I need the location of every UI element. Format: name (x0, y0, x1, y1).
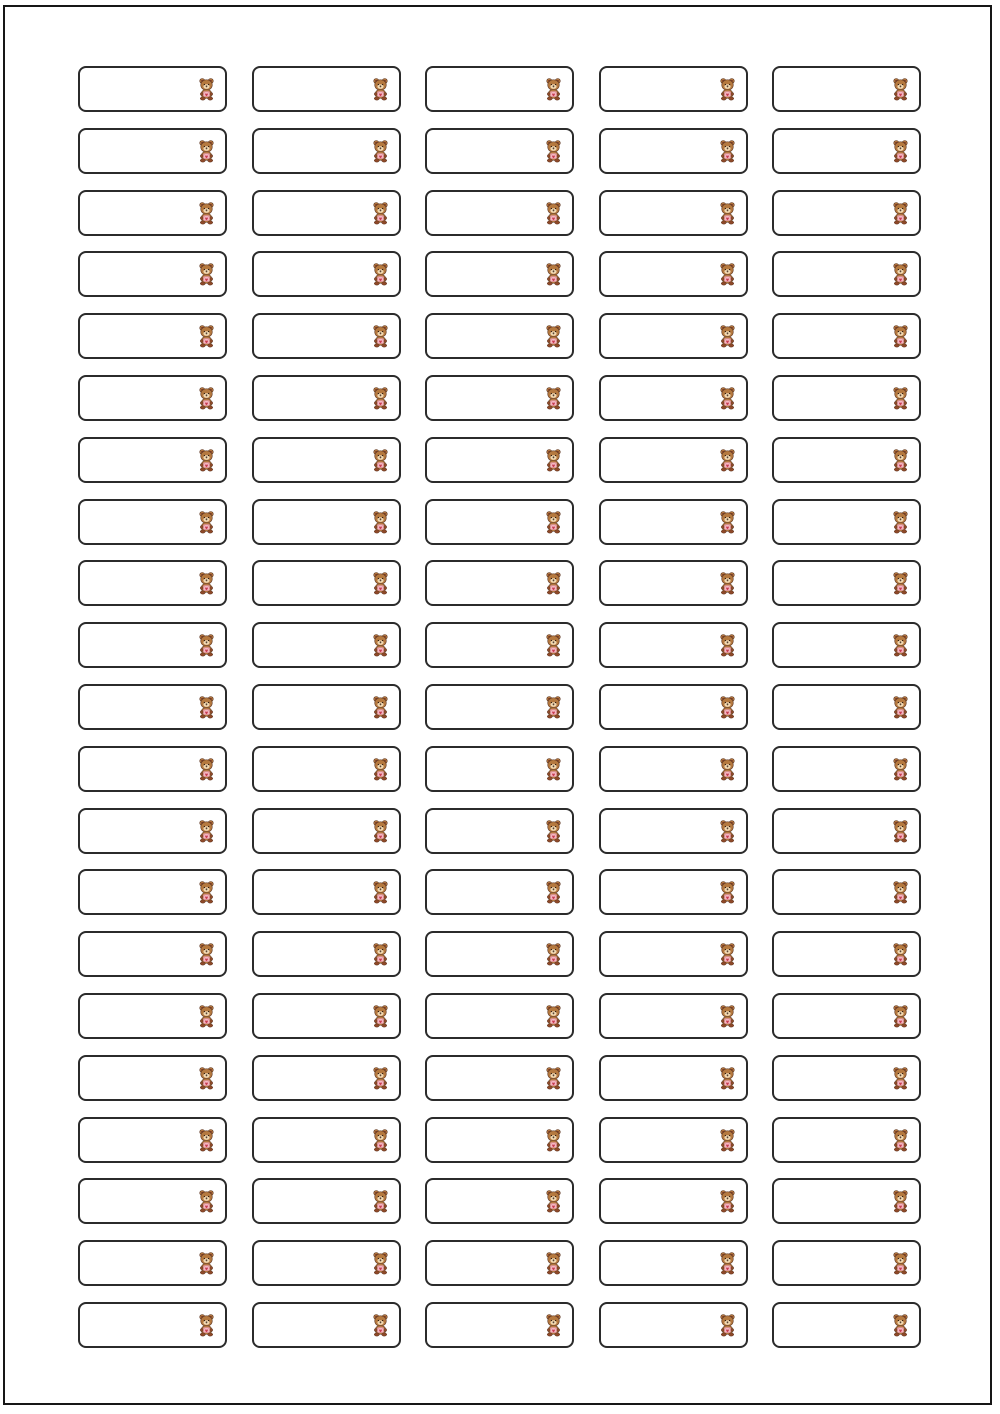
teddy-bear-icon (892, 386, 909, 409)
teddy-bear-icon (198, 78, 215, 101)
teddy-bear-icon (719, 881, 736, 904)
teddy-bear-icon (198, 139, 215, 162)
teddy-bear-icon (545, 881, 562, 904)
teddy-bear-icon (892, 1313, 909, 1336)
blank-address-label (599, 622, 748, 668)
blank-address-label (252, 1178, 401, 1224)
teddy-bear-icon (372, 1252, 389, 1275)
blank-address-label (599, 1240, 748, 1286)
teddy-bear-icon (198, 695, 215, 718)
teddy-bear-icon (198, 1066, 215, 1089)
blank-address-label (599, 808, 748, 854)
blank-address-label (772, 66, 921, 112)
blank-address-label (252, 251, 401, 297)
blank-address-label (252, 622, 401, 668)
blank-address-label (78, 251, 227, 297)
teddy-bear-icon (892, 448, 909, 471)
teddy-bear-icon (372, 634, 389, 657)
blank-address-label (425, 684, 574, 730)
blank-address-label (772, 437, 921, 483)
teddy-bear-icon (545, 1252, 562, 1275)
teddy-bear-icon (892, 757, 909, 780)
teddy-bear-icon (892, 78, 909, 101)
teddy-bear-icon (719, 1128, 736, 1151)
teddy-bear-icon (545, 1190, 562, 1213)
teddy-bear-icon (198, 448, 215, 471)
teddy-bear-icon (719, 448, 736, 471)
blank-address-label (425, 375, 574, 421)
teddy-bear-icon (372, 1004, 389, 1027)
blank-address-label (78, 1117, 227, 1163)
teddy-bear-icon (545, 1066, 562, 1089)
blank-address-label (599, 1302, 748, 1348)
blank-address-label (425, 931, 574, 977)
blank-address-label (425, 1055, 574, 1101)
teddy-bear-icon (719, 201, 736, 224)
teddy-bear-icon (719, 1190, 736, 1213)
teddy-bear-icon (719, 1313, 736, 1336)
teddy-bear-icon (198, 1190, 215, 1213)
teddy-bear-icon (198, 943, 215, 966)
teddy-bear-icon (892, 1128, 909, 1151)
teddy-bear-icon (719, 325, 736, 348)
teddy-bear-icon (719, 695, 736, 718)
blank-address-label (772, 128, 921, 174)
teddy-bear-icon (198, 263, 215, 286)
blank-address-label (599, 1055, 748, 1101)
teddy-bear-icon (198, 325, 215, 348)
blank-address-label (252, 66, 401, 112)
teddy-bear-icon (892, 263, 909, 286)
teddy-bear-icon (545, 819, 562, 842)
teddy-bear-icon (198, 510, 215, 533)
blank-address-label (78, 499, 227, 545)
blank-address-label (252, 190, 401, 236)
blank-address-label (252, 128, 401, 174)
blank-address-label (772, 808, 921, 854)
blank-address-label (78, 437, 227, 483)
blank-address-label (599, 993, 748, 1039)
blank-address-label (252, 684, 401, 730)
blank-address-label (425, 251, 574, 297)
blank-address-label (599, 499, 748, 545)
teddy-bear-icon (892, 139, 909, 162)
teddy-bear-icon (892, 201, 909, 224)
blank-address-label (252, 313, 401, 359)
teddy-bear-icon (545, 78, 562, 101)
teddy-bear-icon (198, 1252, 215, 1275)
blank-address-label (78, 1178, 227, 1224)
blank-address-label (425, 128, 574, 174)
teddy-bear-icon (545, 634, 562, 657)
blank-address-label (599, 869, 748, 915)
teddy-bear-icon (545, 757, 562, 780)
blank-address-label (252, 375, 401, 421)
blank-address-label (425, 66, 574, 112)
teddy-bear-icon (198, 881, 215, 904)
blank-address-label (252, 869, 401, 915)
blank-address-label (78, 1055, 227, 1101)
teddy-bear-icon (198, 634, 215, 657)
blank-address-label (599, 931, 748, 977)
teddy-bear-icon (892, 1190, 909, 1213)
teddy-bear-icon (719, 1066, 736, 1089)
teddy-bear-icon (198, 572, 215, 595)
blank-address-label (252, 437, 401, 483)
labels-grid (78, 66, 921, 1348)
teddy-bear-icon (372, 448, 389, 471)
teddy-bear-icon (372, 386, 389, 409)
teddy-bear-icon (372, 510, 389, 533)
blank-address-label (772, 1302, 921, 1348)
blank-address-label (78, 1302, 227, 1348)
blank-address-label (252, 993, 401, 1039)
teddy-bear-icon (719, 1252, 736, 1275)
teddy-bear-icon (892, 1004, 909, 1027)
blank-address-label (425, 1240, 574, 1286)
teddy-bear-icon (545, 201, 562, 224)
blank-address-label (772, 1117, 921, 1163)
teddy-bear-icon (372, 263, 389, 286)
blank-address-label (78, 66, 227, 112)
blank-address-label (425, 622, 574, 668)
blank-address-label (252, 1302, 401, 1348)
teddy-bear-icon (545, 695, 562, 718)
teddy-bear-icon (545, 1128, 562, 1151)
teddy-bear-icon (198, 1128, 215, 1151)
teddy-bear-icon (545, 510, 562, 533)
blank-address-label (599, 128, 748, 174)
blank-address-label (599, 437, 748, 483)
blank-address-label (599, 684, 748, 730)
teddy-bear-icon (719, 572, 736, 595)
blank-address-label (78, 869, 227, 915)
blank-address-label (772, 622, 921, 668)
blank-address-label (599, 313, 748, 359)
blank-address-label (599, 375, 748, 421)
teddy-bear-icon (545, 1313, 562, 1336)
teddy-bear-icon (892, 325, 909, 348)
blank-address-label (78, 622, 227, 668)
teddy-bear-icon (372, 943, 389, 966)
teddy-bear-icon (545, 572, 562, 595)
teddy-bear-icon (719, 386, 736, 409)
blank-address-label (772, 251, 921, 297)
teddy-bear-icon (545, 386, 562, 409)
teddy-bear-icon (372, 695, 389, 718)
blank-address-label (425, 499, 574, 545)
blank-address-label (252, 746, 401, 792)
teddy-bear-icon (372, 1128, 389, 1151)
teddy-bear-icon (545, 1004, 562, 1027)
teddy-bear-icon (545, 325, 562, 348)
teddy-bear-icon (719, 139, 736, 162)
blank-address-label (772, 993, 921, 1039)
teddy-bear-icon (719, 943, 736, 966)
blank-address-label (78, 560, 227, 606)
blank-address-label (599, 1178, 748, 1224)
blank-address-label (252, 560, 401, 606)
teddy-bear-icon (545, 263, 562, 286)
blank-address-label (425, 993, 574, 1039)
teddy-bear-icon (892, 819, 909, 842)
teddy-bear-icon (545, 139, 562, 162)
blank-address-label (252, 931, 401, 977)
teddy-bear-icon (372, 1066, 389, 1089)
blank-address-label (78, 684, 227, 730)
teddy-bear-icon (372, 881, 389, 904)
blank-address-label (772, 375, 921, 421)
blank-address-label (78, 190, 227, 236)
teddy-bear-icon (892, 572, 909, 595)
blank-address-label (78, 993, 227, 1039)
blank-address-label (772, 313, 921, 359)
blank-address-label (425, 869, 574, 915)
blank-address-label (78, 1240, 227, 1286)
blank-address-label (425, 808, 574, 854)
blank-address-label (425, 190, 574, 236)
teddy-bear-icon (892, 695, 909, 718)
blank-address-label (772, 869, 921, 915)
blank-address-label (772, 1178, 921, 1224)
teddy-bear-icon (198, 1313, 215, 1336)
blank-address-label (252, 499, 401, 545)
blank-address-label (252, 1055, 401, 1101)
teddy-bear-icon (372, 572, 389, 595)
teddy-bear-icon (198, 819, 215, 842)
blank-address-label (772, 1055, 921, 1101)
blank-address-label (78, 931, 227, 977)
blank-address-label (425, 437, 574, 483)
teddy-bear-icon (198, 1004, 215, 1027)
blank-address-label (772, 931, 921, 977)
blank-address-label (425, 1178, 574, 1224)
teddy-bear-icon (719, 757, 736, 780)
teddy-bear-icon (892, 510, 909, 533)
blank-address-label (252, 808, 401, 854)
teddy-bear-icon (372, 1190, 389, 1213)
blank-address-label (425, 313, 574, 359)
teddy-bear-icon (545, 448, 562, 471)
blank-address-label (772, 190, 921, 236)
teddy-bear-icon (372, 201, 389, 224)
teddy-bear-icon (719, 263, 736, 286)
blank-address-label (425, 1117, 574, 1163)
blank-address-label (772, 684, 921, 730)
teddy-bear-icon (892, 634, 909, 657)
blank-address-label (599, 66, 748, 112)
blank-address-label (599, 251, 748, 297)
teddy-bear-icon (372, 819, 389, 842)
teddy-bear-icon (719, 634, 736, 657)
teddy-bear-icon (719, 1004, 736, 1027)
teddy-bear-icon (372, 325, 389, 348)
blank-address-label (772, 746, 921, 792)
teddy-bear-icon (719, 510, 736, 533)
teddy-bear-icon (892, 881, 909, 904)
teddy-bear-icon (892, 943, 909, 966)
blank-address-label (599, 560, 748, 606)
teddy-bear-icon (372, 78, 389, 101)
teddy-bear-icon (198, 201, 215, 224)
blank-address-label (78, 746, 227, 792)
blank-address-label (78, 808, 227, 854)
blank-address-label (252, 1240, 401, 1286)
teddy-bear-icon (892, 1066, 909, 1089)
blank-address-label (78, 128, 227, 174)
blank-address-label (772, 499, 921, 545)
teddy-bear-icon (892, 1252, 909, 1275)
blank-address-label (772, 560, 921, 606)
teddy-bear-icon (545, 943, 562, 966)
teddy-bear-icon (372, 757, 389, 780)
blank-address-label (772, 1240, 921, 1286)
blank-address-label (425, 560, 574, 606)
blank-address-label (252, 1117, 401, 1163)
blank-address-label (425, 746, 574, 792)
teddy-bear-icon (372, 1313, 389, 1336)
teddy-bear-icon (198, 386, 215, 409)
teddy-bear-icon (719, 78, 736, 101)
blank-address-label (599, 1117, 748, 1163)
blank-address-label (78, 375, 227, 421)
blank-address-label (599, 746, 748, 792)
teddy-bear-icon (719, 819, 736, 842)
blank-address-label (78, 313, 227, 359)
blank-address-label (599, 190, 748, 236)
teddy-bear-icon (372, 139, 389, 162)
blank-address-label (425, 1302, 574, 1348)
teddy-bear-icon (198, 757, 215, 780)
